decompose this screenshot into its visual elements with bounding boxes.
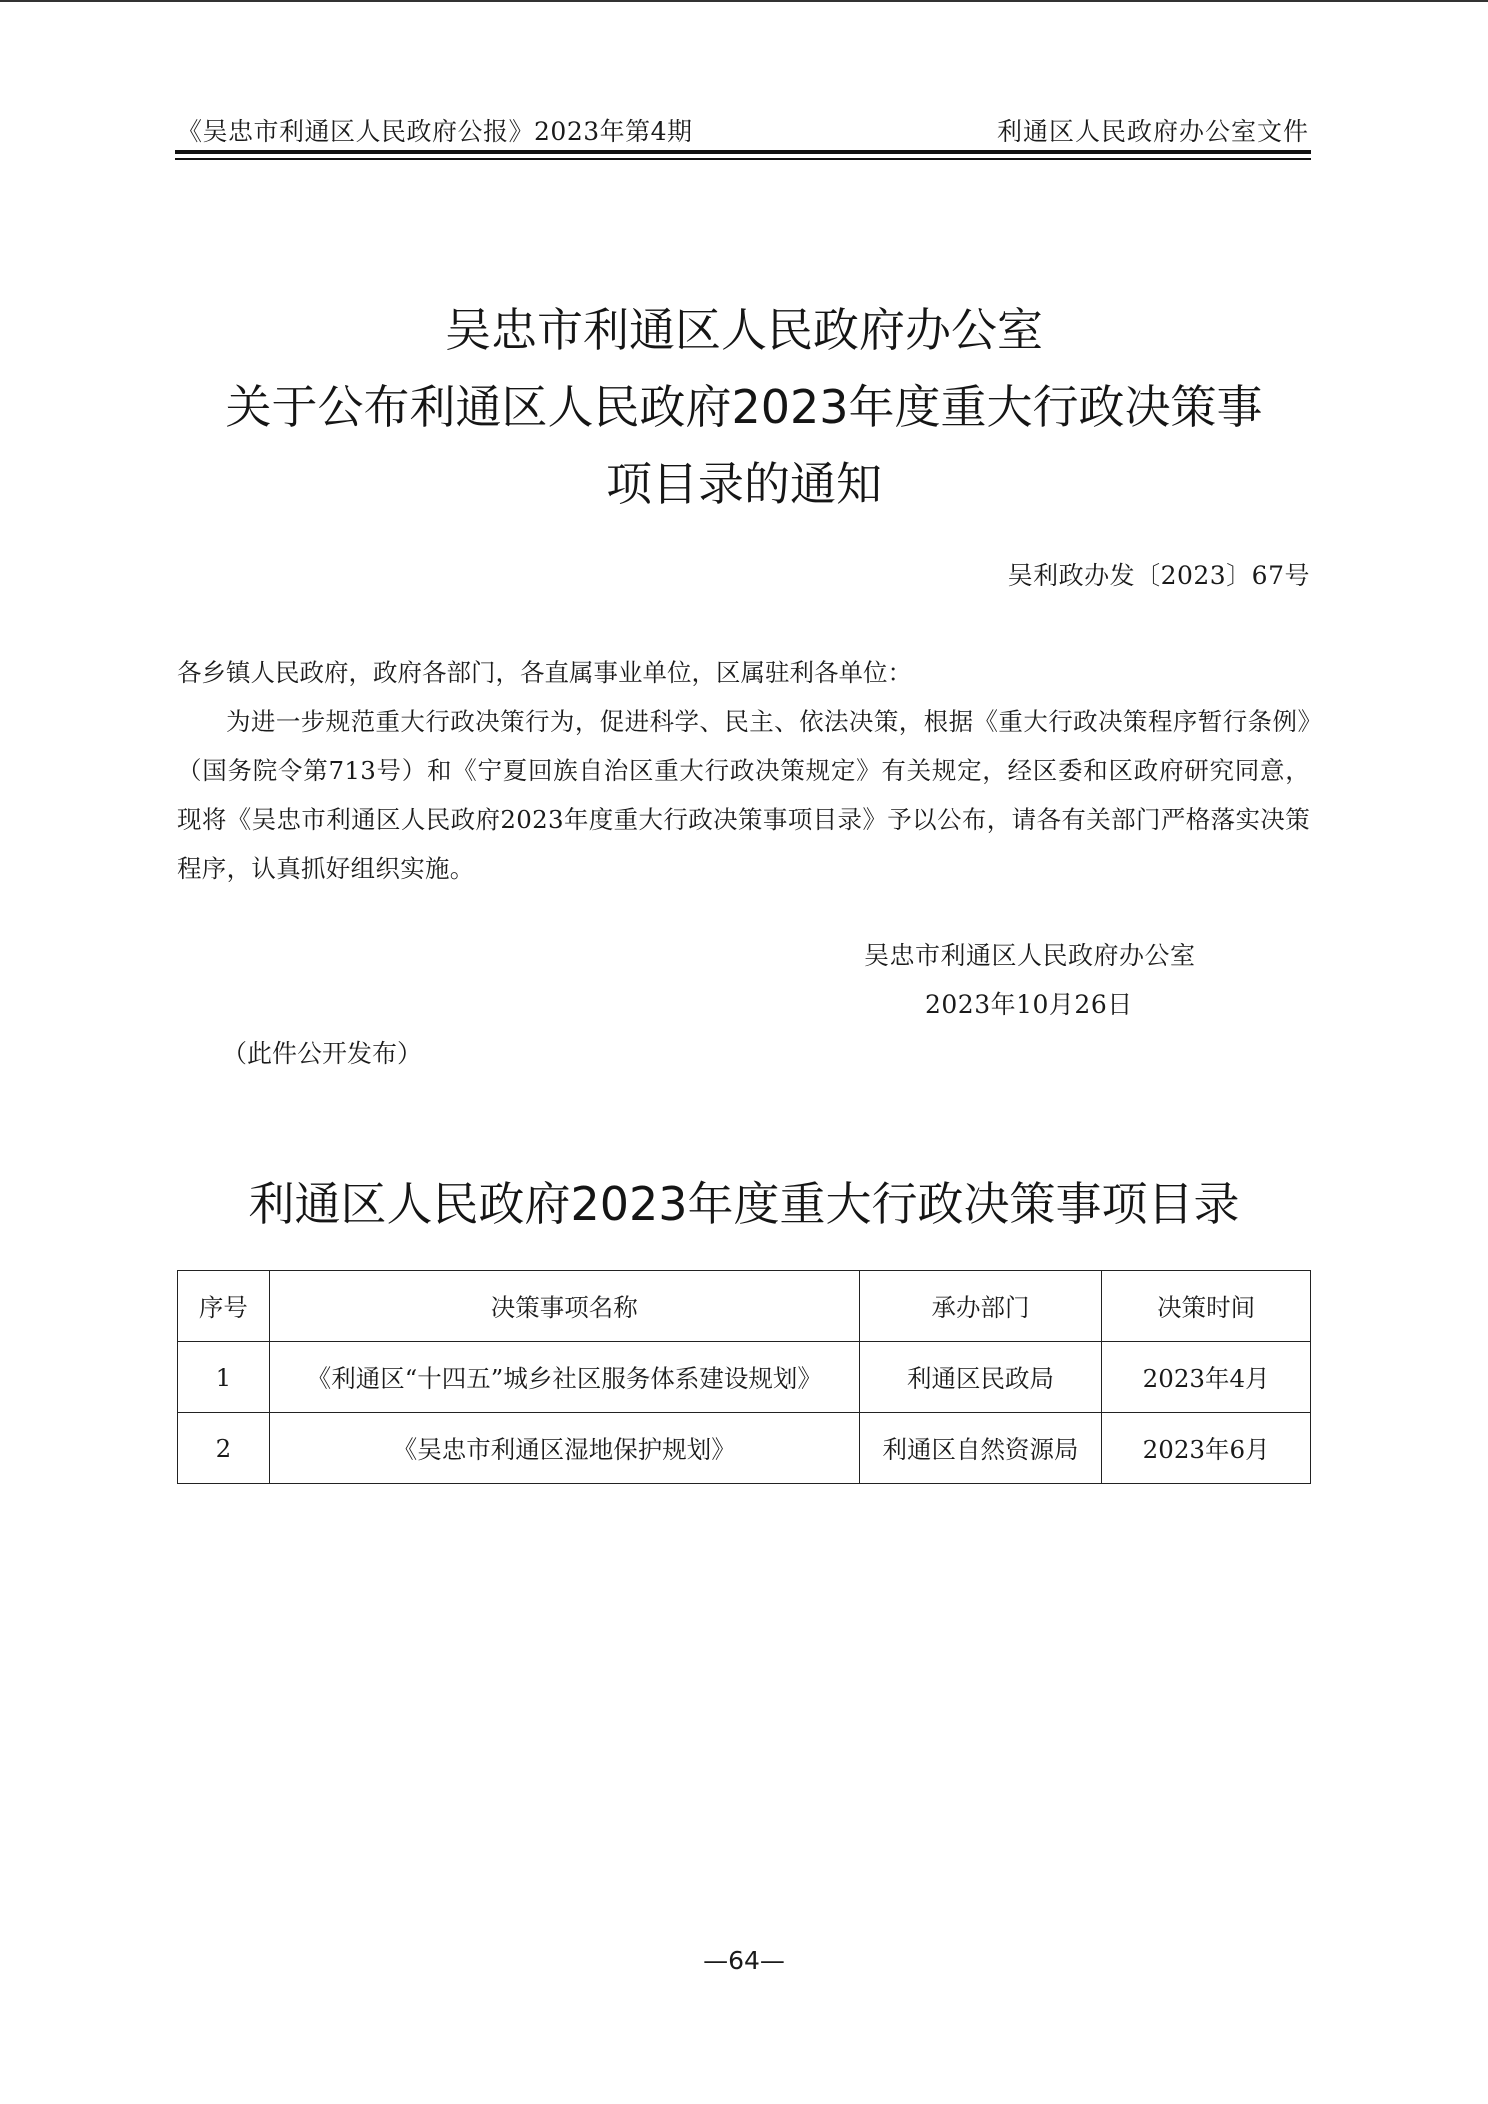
row-time: 2023年6月 — [1102, 1413, 1311, 1484]
notice-title — [180, 292, 1308, 523]
table-header-row — [178, 1271, 1311, 1342]
title-line-1: 吴忠市利通区人民政府办公室 — [445, 303, 1043, 357]
salutation: 各乡镇人民政府，政府各部门，各直属事业单位，区属驻利各单位： — [177, 658, 912, 687]
title-line-2: 关于公布利通区人民政府2023年度重大行政决策事 — [225, 380, 1263, 434]
row-index: 2 — [178, 1413, 270, 1484]
issuing-organization: 吴忠市利通区人民政府办公室 — [864, 941, 1196, 970]
header-index: 序号 — [178, 1271, 270, 1342]
decision-catalog-table — [177, 1270, 1311, 1484]
document-category: 利通区人民政府办公室文件 — [996, 117, 1309, 146]
page-number: —64— — [703, 1946, 785, 1975]
body-paragraph: 为进一步规范重大行政决策行为，促进科学、民主、依法决策，根据《重大行政决策程序暂行条例》（国务院令第713号）和《宁夏回族自治区重大行政决策规定》有关规定，经区委和区政府研究同意，现将《吴忠市利通区人民政府2023年度重大行政决策事项目录》予以公布，请各有关部门严格落实决策程序，认真抓好组织实施。 — [177, 707, 1310, 883]
running-header — [177, 108, 1309, 148]
header-rule-thin — [175, 158, 1311, 160]
row-dept: 利通区民政局 — [859, 1342, 1102, 1413]
catalog-title: 利通区人民政府2023年度重大行政决策事项目录 — [248, 1177, 1240, 1231]
row-dept: 利通区自然资源局 — [859, 1413, 1102, 1484]
gazette-issue: 《吴忠市利通区人民政府公报》2023年第4期 — [177, 117, 693, 146]
page-top-border — [0, 0, 1488, 2]
row-name: 《吴忠市利通区湿地保护规划》 — [269, 1413, 859, 1484]
table-row — [178, 1342, 1311, 1413]
issue-date: 2023年10月26日 — [925, 990, 1133, 1019]
row-index: 1 — [178, 1342, 270, 1413]
title-line-3: 项目录的通知 — [606, 457, 882, 511]
document-number: 吴利政办发〔2023〕67号 — [1007, 561, 1310, 590]
table-row — [178, 1413, 1311, 1484]
header-name: 决策事项名称 — [269, 1271, 859, 1342]
row-name: 《利通区“十四五”城乡社区服务体系建设规划》 — [269, 1342, 859, 1413]
header-time: 决策时间 — [1102, 1271, 1311, 1342]
public-release-note: （此件公开发布） — [222, 1039, 423, 1068]
header-rule-thick — [175, 150, 1311, 154]
row-time: 2023年4月 — [1102, 1342, 1311, 1413]
header-dept: 承办部门 — [859, 1271, 1102, 1342]
notice-body — [177, 648, 1310, 893]
